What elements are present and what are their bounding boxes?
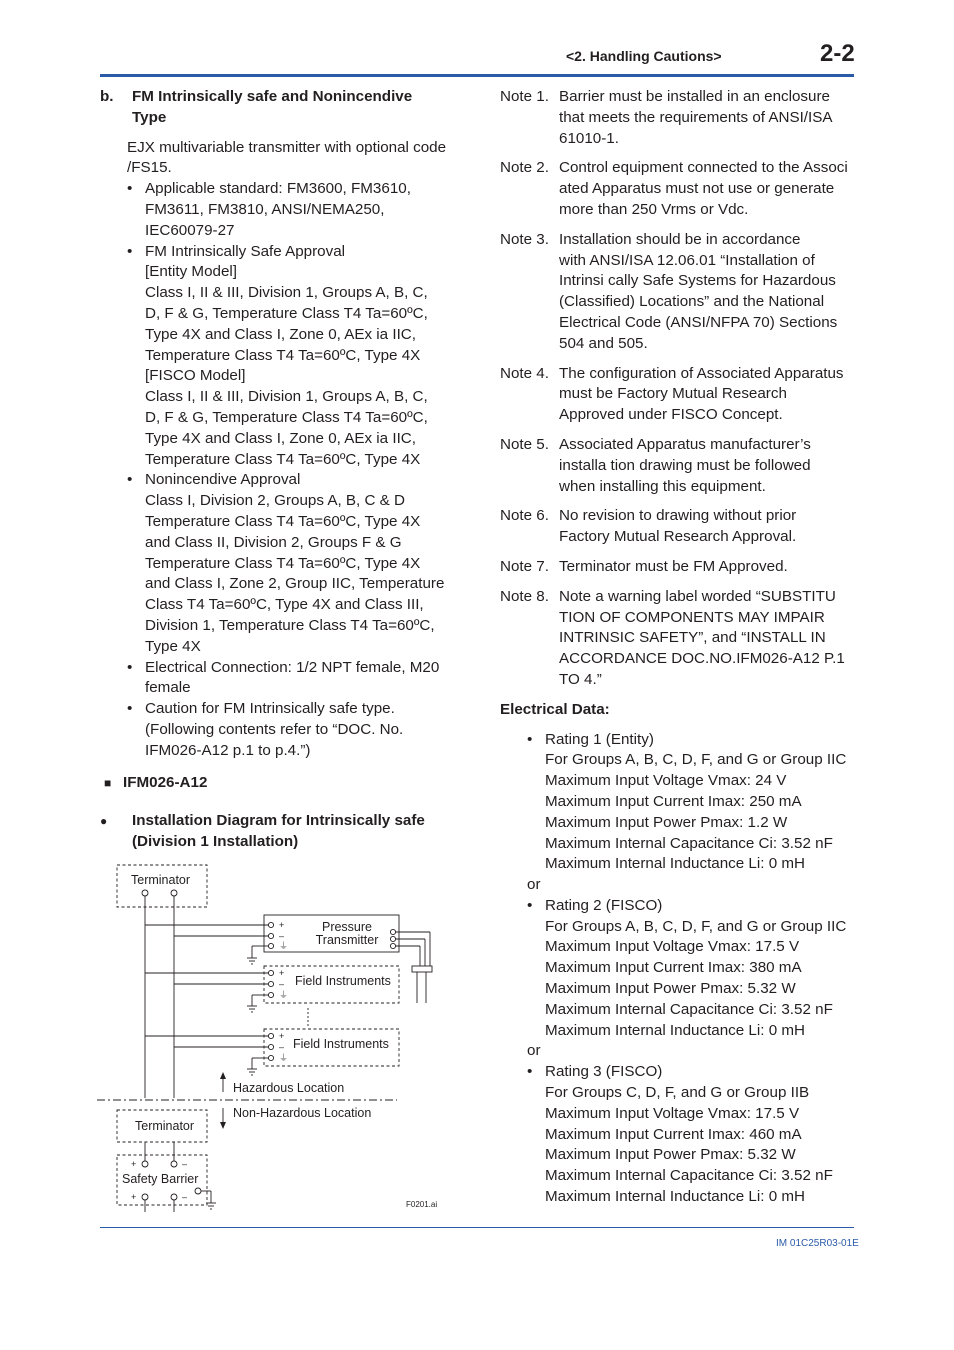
note-line: No revision to drawing without prior — [559, 507, 797, 525]
note-label: Note 7. — [500, 557, 549, 575]
note-item — [500, 435, 860, 497]
subsection-title-line: FM Intrinsically safe and Nonincendive — [132, 88, 413, 105]
note-line: Installation should be in accordance — [559, 230, 801, 248]
bullet-line: Temperature Class T4 Ta=60ºC, Type 4X — [145, 554, 421, 572]
rating-line: Maximum Internal Capacitance Ci: 3.52 nF — [545, 1167, 833, 1185]
install-title-line: Installation Diagram for Intrinsically safe — [132, 812, 425, 830]
note-label: Note 1. — [500, 88, 549, 105]
intro-paragraph — [100, 138, 460, 180]
ifm-title: IFM026-A12 — [123, 773, 208, 791]
bullet-line: Class T4 Ta=60ºC, Type 4X and Class III, — [145, 596, 424, 614]
or-separator: or — [527, 876, 541, 894]
bullet-line: Class I, II & III, Division 1, Groups A, B, C, — [145, 388, 428, 406]
rating-line: Maximum Input Voltage Vmax: 17.5 V — [545, 938, 800, 956]
bullet-item — [127, 242, 460, 471]
note-line: when installing this equipment. — [559, 477, 766, 495]
bullet-dot-icon: • — [127, 180, 133, 198]
note-line: 61010-1. — [559, 129, 619, 147]
rating-line: Maximum Input Current Imax: 380 mA — [545, 959, 802, 977]
note-line: with ANSI/ISA 12.06.01 “Installation of — [559, 251, 815, 269]
svg-text:+: + — [131, 1192, 137, 1202]
note-label: Note 2. — [500, 159, 549, 177]
bullet-line: Nonincendive Approval — [145, 471, 301, 489]
bullet-dot-icon: • — [527, 1063, 533, 1081]
note-line: Barrier must be installed in an enclosure — [559, 88, 830, 105]
svg-text:⏚: ⏚ — [279, 1053, 289, 1063]
note-item — [500, 587, 860, 691]
rating-line: Maximum Input Voltage Vmax: 24 V — [545, 772, 787, 790]
bullet-dot-icon: • — [127, 658, 133, 676]
left-column — [100, 87, 460, 853]
note-line: Intrinsi cally Safe Systems for Hazardous — [559, 272, 836, 290]
bullet-line: Applicable standard: FM3600, FM3610, — [145, 180, 411, 198]
ifm-heading — [100, 773, 460, 794]
bullet-line: IEC60079-27 — [145, 221, 235, 239]
bullet-line: and Class II, Division 2, Groups F & G — [145, 533, 402, 551]
note-label: Note 6. — [500, 507, 549, 525]
svg-text:+: + — [131, 1159, 137, 1169]
field-instruments-label: Field Instruments — [295, 974, 391, 988]
rating-line: Maximum Input Power Pmax: 5.32 W — [545, 1146, 796, 1164]
approval-bullet-list — [100, 179, 460, 761]
note-line: Terminator must be FM Approved. — [559, 557, 788, 575]
rating-line: Maximum Internal Inductance Li: 0 mH — [545, 1021, 805, 1039]
bullet-line: [Entity Model] — [145, 263, 238, 281]
bullet-line: female — [145, 679, 191, 697]
footer-rule — [100, 1227, 854, 1228]
bullet-line: Type 4X — [145, 637, 201, 655]
page-number: 2-2 — [820, 40, 855, 67]
note-item — [500, 87, 860, 149]
note-line: Note a warning label worded “SUBSTITU — [559, 587, 836, 605]
bullet-item — [127, 179, 460, 241]
installation-diagram — [97, 858, 447, 1214]
note-line: ated Apparatus must not use or generate — [559, 180, 835, 198]
non-hazardous-location-label: Non-Hazardous Location — [233, 1106, 372, 1120]
svg-text:+: + — [279, 1031, 285, 1041]
pressure-transmitter-label: Pressure — [321, 920, 373, 934]
rating-line: Maximum Input Current Imax: 460 mA — [545, 1125, 802, 1143]
bullet-line: Division 1, Temperature Class T4 Ta=60ºC, — [145, 616, 435, 634]
rating-line: Maximum Internal Capacitance Ci: 3.52 nF — [545, 834, 833, 852]
bullet-dot-icon: • — [127, 242, 133, 260]
note-line: must be Factory Mutual Research — [559, 385, 787, 403]
bullet-line: Caution for FM Intrinsically safe type. — [145, 700, 395, 718]
subsection-title-line: Type — [132, 108, 167, 126]
note-line: (Classified) Locations” and the National — [559, 293, 825, 311]
note-item — [500, 364, 860, 426]
bullet-line: Type 4X and Class I, Zone 0, AEx ia IIC, — [145, 325, 416, 343]
note-line: that meets the requirements of ANSI/ISA — [559, 108, 833, 126]
note-item — [500, 158, 860, 220]
note-line: INTRINSIC SAFETY”, and “INSTALL IN — [559, 629, 826, 647]
svg-text:–: – — [182, 1159, 188, 1169]
note-line: 504 and 505. — [559, 334, 648, 352]
rating-line: Maximum Input Current Imax: 250 mA — [545, 792, 802, 810]
bullet-dot-icon: • — [127, 700, 133, 718]
terminator-bottom-label: Terminator — [135, 1119, 195, 1133]
rating-line: Maximum Internal Inductance Li: 0 mH — [545, 855, 805, 873]
rating-line: Maximum Input Voltage Vmax: 17.5 V — [545, 1104, 800, 1122]
rating-line: Maximum Internal Capacitance Ci: 3.52 nF — [545, 1000, 833, 1018]
svg-text:⏚: ⏚ — [279, 990, 289, 1000]
circle-bullet-icon: ● — [100, 814, 108, 829]
svg-text:–: – — [279, 1042, 285, 1052]
terminator-top-label: Terminator — [131, 873, 191, 887]
svg-text:–: – — [279, 931, 285, 941]
bullet-line: Temperature Class T4 Ta=60ºC, Type 4X — [145, 450, 421, 468]
rating-line: For Groups A, B, C, D, F, and G or Group IIC — [545, 917, 847, 935]
electrical-data-heading: Electrical Data: — [500, 700, 610, 718]
note-line: TO 4.” — [559, 670, 602, 688]
hazardous-location-label: Hazardous Location — [233, 1081, 345, 1095]
subsection-b-heading — [100, 87, 460, 129]
document-id: IM 01C25R03-01E — [776, 1238, 859, 1249]
bullet-item — [127, 470, 460, 657]
field-instruments-label: Field Instruments — [293, 1037, 389, 1051]
rating-item — [500, 730, 860, 876]
svg-text:–: – — [182, 1192, 188, 1202]
bullet-line: FM Intrinsically Safe Approval — [145, 242, 346, 260]
bullet-item — [127, 699, 460, 761]
note-item — [500, 506, 860, 548]
bullet-dot-icon: • — [527, 730, 533, 748]
note-item — [500, 557, 860, 578]
rating-item — [500, 896, 860, 1042]
header-rule — [100, 74, 854, 77]
rating-line: Maximum Input Power Pmax: 5.32 W — [545, 980, 796, 998]
svg-text:–: – — [279, 979, 285, 989]
bullet-line: Class I, Division 2, Groups A, B, C & D — [145, 492, 405, 510]
svg-text:+: + — [279, 920, 285, 930]
rating-line: Rating 3 (FISCO) — [545, 1063, 663, 1081]
notes-list — [500, 87, 860, 691]
bullet-line: Electrical Connection: 1/2 NPT female, M20 — [145, 658, 440, 676]
install-heading — [100, 811, 460, 853]
install-title-line: (Division 1 Installation) — [132, 833, 299, 851]
bullet-line: Type 4X and Class I, Zone 0, AEx ia IIC, — [145, 429, 416, 447]
ratings-list — [500, 730, 860, 1208]
bullet-line: and Class I, Zone 2, Group IIC, Temperature — [145, 575, 445, 593]
right-column — [500, 87, 860, 1208]
note-line: Factory Mutual Research Approval. — [559, 528, 797, 546]
bullet-line: Temperature Class T4 Ta=60ºC, Type 4X — [145, 346, 421, 364]
svg-text:+: + — [279, 968, 285, 978]
note-label: Note 5. — [500, 435, 549, 453]
rating-line: For Groups C, D, F, and G or Group IIB — [545, 1084, 810, 1102]
intro-line: /FS15. — [127, 159, 172, 177]
note-line: ACCORDANCE DOC.NO.IFM026-A12 P.1 — [559, 650, 845, 668]
bullet-line: (Following contents refer to “DOC. No. — [145, 720, 404, 738]
square-bullet-icon: ■ — [104, 775, 112, 790]
bullet-dot-icon: • — [527, 896, 533, 914]
running-header-section: <2. Handling Cautions> — [566, 48, 722, 64]
bullet-line: Temperature Class T4 Ta=60ºC, Type 4X — [145, 512, 421, 530]
bullet-line: D, F & G, Temperature Class T4 Ta=60ºC, — [145, 408, 428, 426]
rating-line: Rating 2 (FISCO) — [545, 896, 663, 914]
bullet-line: [FISCO Model] — [145, 367, 246, 385]
bullet-line: D, F & G, Temperature Class T4 Ta=60ºC, — [145, 304, 428, 322]
note-line: Associated Apparatus manufacturer’s — [559, 435, 811, 453]
note-line: Electrical Code (ANSI/NFPA 70) Sections — [559, 313, 838, 331]
bullet-item — [127, 658, 460, 700]
svg-text:⏚: ⏚ — [279, 941, 289, 951]
bullet-line: IFM026-A12 p.1 to p.4.”) — [145, 741, 311, 759]
note-line: installa tion drawing must be followed — [559, 456, 811, 474]
note-label: Note 8. — [500, 587, 549, 605]
rating-item — [500, 1062, 860, 1208]
intro-line: EJX multivariable transmitter with optional code — [127, 138, 447, 156]
rating-line: Maximum Input Power Pmax: 1.2 W — [545, 813, 788, 831]
figure-id-label: F0201.ai — [406, 1200, 438, 1209]
note-label: Note 4. — [500, 364, 549, 382]
note-line: more than 250 Vrms or Vdc. — [559, 200, 749, 218]
note-item — [500, 230, 860, 355]
bullet-dot-icon: • — [127, 471, 133, 489]
note-line: Approved under FISCO Concept. — [559, 406, 783, 424]
rating-line: Rating 1 (Entity) — [545, 730, 654, 748]
safety-barrier-label: Safety Barrier — [122, 1172, 199, 1186]
rating-line: Maximum Internal Inductance Li: 0 mH — [545, 1188, 805, 1206]
rating-line: For Groups A, B, C, D, F, and G or Group IIC — [545, 751, 847, 769]
note-line: TION OF COMPONENTS MAY IMPAIR — [559, 608, 825, 626]
note-label: Note 3. — [500, 230, 549, 248]
note-line: The configuration of Associated Apparatus — [559, 364, 844, 382]
or-separator: or — [527, 1042, 541, 1060]
note-line: Control equipment connected to the Associ — [559, 159, 848, 177]
subsection-marker: b. — [100, 88, 114, 105]
bullet-line: Class I, II & III, Division 1, Groups A, B, C, — [145, 284, 428, 302]
pressure-transmitter-label: Transmitter — [315, 933, 379, 947]
bullet-line: FM3611, FM3810, ANSI/NEMA250, — [145, 200, 385, 218]
